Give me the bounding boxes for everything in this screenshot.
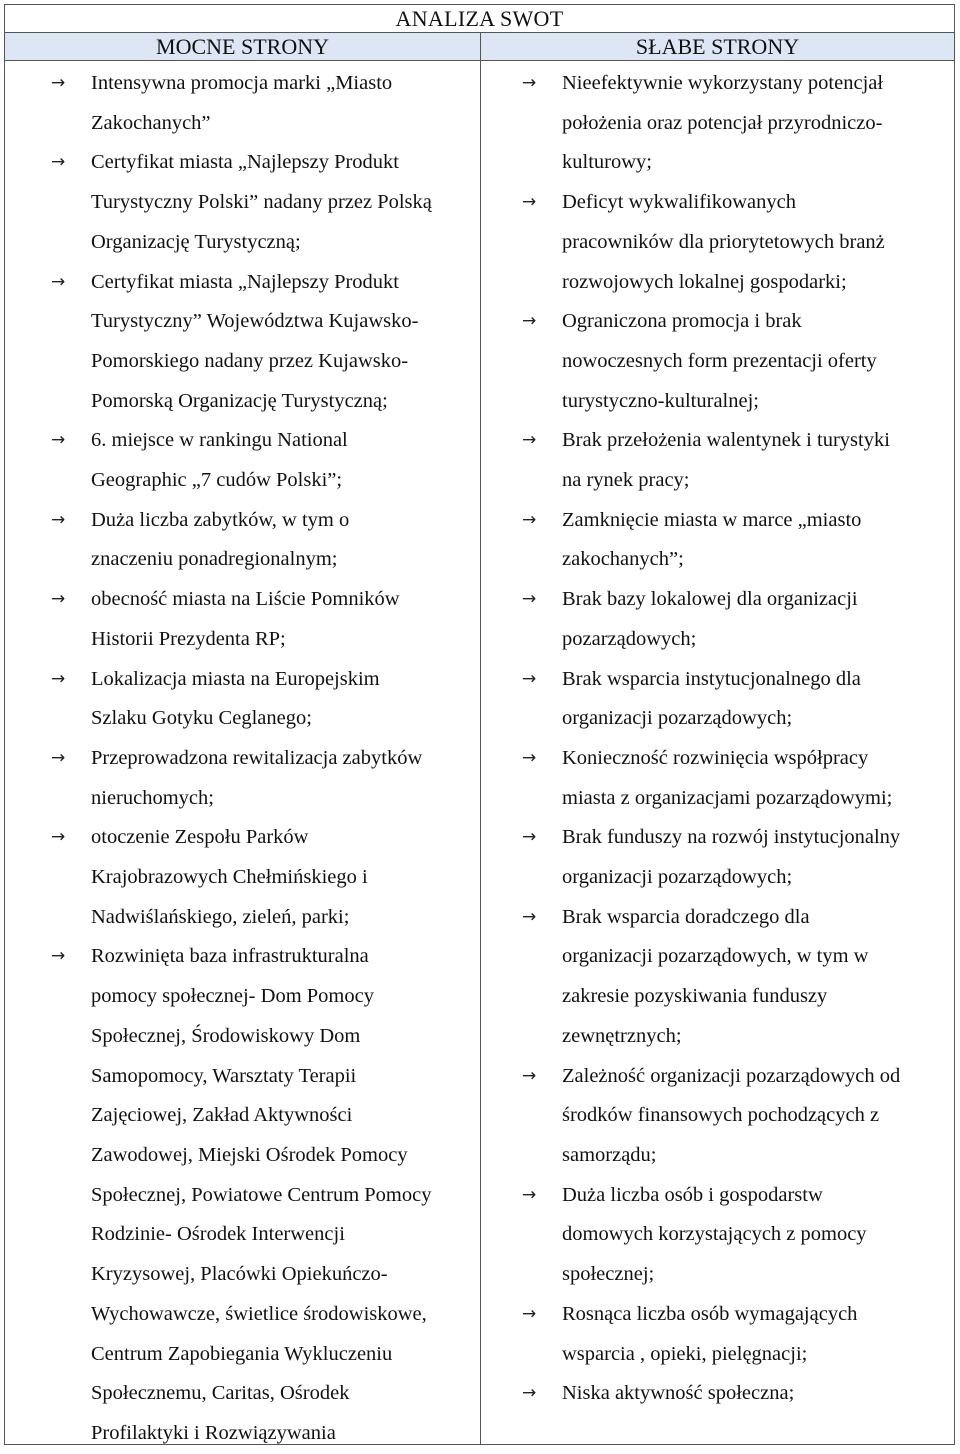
- strength-item: [51, 818, 472, 937]
- right-arrow-icon: →: [522, 1303, 537, 1324]
- right-arrow-icon: →: [522, 1065, 537, 1086]
- weakness-item: [522, 183, 948, 302]
- strength-item-text: 6. miejsce w rankingu National Geographic „7 cudów Polski”;: [91, 429, 348, 492]
- weakness-item: [522, 660, 948, 739]
- weaknesses-column: [481, 61, 954, 1444]
- weakness-item-text: Niska aktywność społeczna;: [562, 1382, 795, 1405]
- right-arrow-icon: →: [522, 589, 537, 610]
- weakness-item-text: Brak wsparcia doradczego dla organizacji pozarządowych, w tym w zakresie pozyskiwania funduszy zewnętrznych;: [562, 905, 869, 1047]
- right-arrow-icon: →: [522, 311, 537, 332]
- right-arrow-icon: →: [522, 192, 537, 213]
- weakness-item-text: Brak funduszy na rozwój instytucjonalny organizacji pozarządowych;: [562, 826, 901, 889]
- right-arrow-icon: →: [51, 73, 66, 93]
- strengths-header: MOCNE STRONY: [5, 33, 481, 60]
- weakness-item-text: Brak wsparcia instytucjonalnego dla organizacji pozarządowych;: [562, 667, 861, 730]
- weakness-item: [522, 1374, 948, 1414]
- strength-item: [51, 64, 472, 143]
- content-row: [5, 61, 954, 1444]
- weakness-item: [522, 64, 948, 183]
- weakness-item: [522, 1295, 948, 1374]
- right-arrow-icon: →: [522, 1184, 537, 1205]
- right-arrow-icon: →: [51, 509, 66, 530]
- weakness-item: [522, 898, 948, 1057]
- weakness-item-text: Brak bazy lokalowej dla organizacji pozarządowych;: [562, 588, 858, 650]
- strength-item: [51, 580, 472, 659]
- strength-item-text: Duża liczba zabytków, w tym o znaczeniu ponadregionalnym;: [91, 508, 350, 571]
- weakness-item-text: Zależność organizacji pozarządowych od środków finansowych pochodzących z samorządu;: [562, 1064, 901, 1166]
- right-arrow-icon: →: [51, 430, 66, 451]
- right-arrow-icon: →: [522, 430, 537, 451]
- right-arrow-icon: →: [51, 946, 66, 967]
- strength-item: [51, 263, 472, 422]
- right-arrow-icon: →: [522, 906, 537, 927]
- weakness-item: [522, 1057, 948, 1176]
- weakness-item: [522, 580, 948, 659]
- weakness-item-text: Brak przełożenia walentynek i turystyki na rynek pracy;: [562, 429, 890, 492]
- weakness-item-text: Duża liczba osób i gospodarstw domowych korzystających z pomocy społecznej;: [562, 1183, 867, 1286]
- right-arrow-icon: →: [522, 509, 537, 530]
- right-arrow-icon: →: [522, 1383, 537, 1404]
- strengths-list: [51, 64, 472, 1454]
- right-arrow-icon: →: [51, 589, 66, 610]
- right-arrow-icon: →: [522, 73, 537, 93]
- weakness-item-text: Zamknięcie miasta w marce „miasto zakochanych”;: [562, 508, 862, 571]
- right-arrow-icon: →: [51, 747, 66, 768]
- strengths-column: [5, 61, 481, 1444]
- weakness-item-text: Nieefektywnie wykorzystany potencjał położenia oraz potencjał przyrodniczo- kulturowy;: [562, 72, 884, 174]
- strength-item: [51, 937, 472, 1453]
- strength-item-text: Intensywna promocja marki „Miasto Zakochanych”: [91, 72, 393, 134]
- table-title: ANALIZA SWOT: [5, 5, 954, 33]
- strength-item-text: Rozwinięta baza infrastrukturalna pomocy społecznej- Dom Pomocy Społecznej, Środowiskowy Dom Samopomocy, Warsztaty Terapii Zajęciowej, Zakład Aktywności Zawodowej, Miejski Ośrodek Pomocy Społecznej, Powiatowe Centrum Pomocy Rodzinie- Ośrodek Interwencji Kryzysowej, Placówki Opiekuńczo- Wychowawcze, świetlice środowiskowe, Centrum Zapobiegania Wykluczeniu Społecznemu, Caritas, Ośrodek Profilaktyki i Rozwiązywania: [91, 945, 432, 1444]
- weakness-item-text: Konieczność rozwinięcia współpracy miasta z organizacjami pozarządowymi;: [562, 746, 893, 809]
- right-arrow-icon: →: [51, 668, 66, 689]
- weaknesses-list: [522, 64, 948, 1414]
- strength-item: [51, 660, 472, 739]
- right-arrow-icon: →: [51, 152, 66, 173]
- right-arrow-icon: →: [522, 668, 537, 689]
- strength-item-text: Przeprowadzona rewitalizacja zabytków nieruchomych;: [91, 746, 423, 809]
- right-arrow-icon: →: [51, 827, 66, 848]
- weakness-item: [522, 501, 948, 580]
- strength-item: [51, 421, 472, 500]
- right-arrow-icon: →: [51, 271, 66, 292]
- strength-item-text: Certyfikat miasta „Najlepszy Produkt Turystyczny” Województwa Kujawsko- Pomorskiego nadany przez Kujawsko- Pomorską Organizację Turystyczną;: [91, 270, 419, 412]
- swot-table: [4, 4, 955, 1445]
- weakness-item-text: Ograniczona promocja i brak nowoczesnych form prezentacji oferty turystyczno-kulturalnej;: [562, 310, 877, 412]
- weakness-item: [522, 302, 948, 421]
- right-arrow-icon: →: [522, 827, 537, 848]
- strength-item-text: Certyfikat miasta „Najlepszy Produkt Turystyczny Polski” nadany przez Polską Organizację Turystyczną;: [91, 151, 432, 253]
- weakness-item: [522, 421, 948, 500]
- strength-item: [51, 143, 472, 262]
- weaknesses-header: SŁABE STRONY: [635, 34, 800, 59]
- weakness-item-text: Deficyt wykwalifikowanych pracowników dla priorytetowych branż rozwojowych lokalnej gospodarki;: [562, 191, 885, 293]
- strength-item: [51, 739, 472, 818]
- strength-item-text: Lokalizacja miasta na Europejskim Szlaku Gotyku Ceglanego;: [91, 667, 380, 730]
- strength-item-text: otoczenie Zespołu Parków Krajobrazowych Chełmińskiego i Nadwiślańskiego, zieleń, parki;: [91, 826, 368, 928]
- strength-item: [51, 501, 472, 580]
- weakness-item: [522, 1176, 948, 1295]
- weakness-item-text: Rosnąca liczba osób wymagających wsparcia , opieki, pielęgnacji;: [562, 1302, 858, 1365]
- right-arrow-icon: →: [522, 747, 537, 768]
- weakness-item: [522, 739, 948, 818]
- weakness-item: [522, 818, 948, 897]
- header-row: [5, 33, 954, 61]
- strength-item-text: obecność miasta na Liście Pomników Historii Prezydenta RP;: [91, 588, 400, 650]
